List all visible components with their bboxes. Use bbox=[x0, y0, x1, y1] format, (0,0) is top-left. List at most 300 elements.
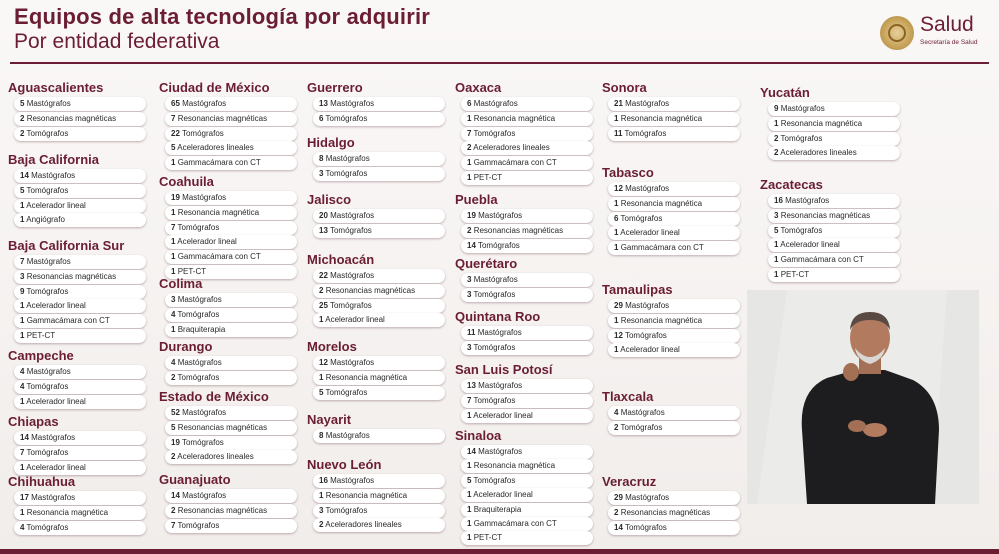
equipment-item bbox=[768, 194, 900, 208]
equipment-item bbox=[14, 184, 146, 198]
equipment-item bbox=[165, 489, 297, 503]
equipment-item bbox=[461, 288, 593, 302]
equipment-item bbox=[313, 112, 445, 126]
equipment-item bbox=[14, 299, 146, 313]
equipment-type: Tomógrafos bbox=[181, 437, 224, 447]
equipment-item bbox=[313, 224, 445, 238]
equipment-item bbox=[608, 521, 740, 535]
equipment-item bbox=[165, 406, 297, 420]
equipment-count: 2 bbox=[467, 225, 472, 235]
equipment-count: 1 bbox=[20, 200, 25, 210]
equipment-type: Aceleradores lineales bbox=[325, 520, 402, 530]
equipment-item bbox=[165, 308, 297, 322]
equipment-count: 3 bbox=[774, 210, 779, 220]
equipment-item bbox=[14, 285, 146, 299]
equipment-count: 14 bbox=[467, 240, 476, 250]
state-heading-coahuila: Coahuila bbox=[159, 174, 214, 189]
state-heading-michoacan: Michoacán bbox=[307, 252, 375, 267]
equipment-type: Resonancia magnética bbox=[325, 490, 408, 500]
equipment-type: Tomógrafos bbox=[325, 387, 368, 397]
equipment-type: Resonancia magnética bbox=[620, 113, 703, 123]
state-heading-campeche: Campeche bbox=[8, 348, 74, 363]
equipment-type: Tomógrafos bbox=[177, 520, 220, 530]
equipment-item bbox=[608, 182, 740, 196]
equipment-count: 5 bbox=[171, 143, 176, 153]
equipment-item bbox=[608, 112, 740, 126]
equipment-count: 6 bbox=[467, 99, 472, 108]
equipment-item bbox=[313, 284, 445, 298]
equipment-item bbox=[461, 394, 593, 408]
equipment-item bbox=[14, 329, 146, 343]
equipment-type: Mastógrafos bbox=[330, 211, 375, 220]
equipment-type: Resonancia magnética bbox=[473, 461, 556, 471]
equipment-count: 1 bbox=[614, 243, 619, 253]
equipment-type: Mastógrafos bbox=[477, 328, 522, 337]
equipment-type: Braquiterapia bbox=[473, 504, 522, 514]
equipment-count: 1 bbox=[20, 331, 25, 340]
equipment-type: Tomógrafos bbox=[26, 381, 69, 391]
equipment-type: Tomógrafos bbox=[26, 522, 69, 532]
national-seal-icon bbox=[880, 16, 914, 50]
equipment-count: 1 bbox=[171, 324, 176, 334]
equipment-count: 4 bbox=[20, 522, 25, 532]
equipment-item bbox=[313, 386, 445, 400]
equipment-item bbox=[461, 97, 593, 111]
equipment-count: 6 bbox=[614, 213, 619, 223]
equipment-type: Tomógrafos bbox=[477, 240, 520, 250]
equipment-count: 5 bbox=[319, 387, 324, 397]
equipment-count: 2 bbox=[171, 372, 176, 382]
equipment-item bbox=[461, 379, 593, 393]
equipment-item bbox=[165, 206, 297, 220]
equipment-count: 3 bbox=[171, 295, 176, 304]
state-heading-queretaro: Querétaro bbox=[455, 256, 518, 271]
equipment-item bbox=[165, 97, 297, 111]
equipment-item bbox=[165, 250, 297, 264]
equipment-type: Mastógrafos bbox=[182, 193, 227, 202]
equipment-item bbox=[165, 436, 297, 450]
equipment-count: 19 bbox=[171, 193, 180, 202]
equipment-item bbox=[165, 371, 297, 385]
equipment-type: Tomógrafos bbox=[780, 133, 823, 143]
equipment-item bbox=[165, 293, 297, 307]
equipment-count: 7 bbox=[20, 447, 25, 457]
equipment-count: 2 bbox=[614, 422, 619, 432]
equipment-item bbox=[165, 504, 297, 518]
equipment-type: Aceleradores lineales bbox=[473, 143, 550, 153]
equipment-type: Tomógrafos bbox=[26, 128, 69, 138]
equipment-item bbox=[461, 224, 593, 238]
equipment-count: 1 bbox=[319, 315, 324, 325]
equipment-type: Tomógrafos bbox=[325, 168, 368, 178]
state-heading-puebla: Puebla bbox=[455, 192, 498, 207]
equipment-type: Resonancia magnética bbox=[473, 113, 556, 123]
equipment-type: Braquiterapia bbox=[177, 324, 226, 334]
equipment-type: Gammacámara con CT bbox=[473, 158, 557, 168]
equipment-count: 1 bbox=[20, 301, 25, 311]
state-heading-estado-de-mexico: Estado de México bbox=[159, 389, 269, 404]
equipment-type: Tomógrafos bbox=[181, 128, 224, 138]
state-heading-tlaxcala: Tlaxcala bbox=[602, 389, 654, 404]
equipment-type: Mastógrafos bbox=[330, 271, 375, 280]
slide-subtitle: Por entidad federativa bbox=[14, 30, 220, 53]
equipment-item bbox=[14, 112, 146, 126]
equipment-type: Acelerador lineal bbox=[780, 240, 840, 250]
state-heading-guerrero: Guerrero bbox=[307, 80, 363, 95]
equipment-type: Acelerador lineal bbox=[26, 200, 86, 210]
equipment-count: 2 bbox=[614, 507, 619, 517]
equipment-count: 7 bbox=[171, 520, 176, 530]
state-heading-tamaulipas: Tamaulipas bbox=[602, 282, 673, 297]
equipment-count: 1 bbox=[614, 228, 619, 238]
state-heading-colima: Colima bbox=[159, 276, 203, 291]
equipment-type: Resonancias magnéticas bbox=[780, 210, 871, 220]
equipment-type: Mastógrafos bbox=[780, 104, 825, 113]
equipment-count: 2 bbox=[467, 143, 472, 153]
state-heading-jalisco: Jalisco bbox=[307, 192, 352, 207]
equipment-type: Resonancias magnéticas bbox=[26, 271, 117, 281]
state-heading-sinaloa: Sinaloa bbox=[455, 428, 502, 443]
equipment-type: Tomógrafos bbox=[473, 128, 516, 138]
equipment-count: 52 bbox=[171, 408, 180, 417]
equipment-item bbox=[313, 167, 445, 181]
equipment-count: 13 bbox=[319, 99, 328, 108]
equipment-count: 12 bbox=[614, 330, 623, 340]
equipment-item bbox=[608, 299, 740, 313]
equipment-type: Resonancia magnética bbox=[325, 372, 408, 382]
equipment-item bbox=[14, 491, 146, 505]
equipment-type: Aceleradores lineales bbox=[177, 143, 254, 153]
equipment-item bbox=[608, 241, 740, 255]
equipment-count: 1 bbox=[774, 240, 779, 250]
equipment-item bbox=[14, 270, 146, 284]
equipment-item bbox=[165, 356, 297, 370]
equipment-count: 7 bbox=[171, 113, 176, 123]
equipment-count: 1 bbox=[614, 315, 619, 325]
equipment-type: Tomógrafos bbox=[473, 289, 516, 299]
equipment-type: Tomógrafos bbox=[329, 300, 372, 310]
equipment-type: Resonancia magnética bbox=[620, 198, 703, 208]
state-heading-baja-california: Baja California bbox=[8, 152, 100, 167]
equipment-count: 5 bbox=[171, 422, 176, 432]
equipment-count: 4 bbox=[20, 381, 25, 391]
equipment-item bbox=[165, 127, 297, 141]
equipment-count: 16 bbox=[319, 476, 328, 485]
equipment-count: 29 bbox=[614, 493, 623, 502]
equipment-count: 3 bbox=[319, 505, 324, 515]
equipment-count: 4 bbox=[20, 367, 25, 376]
equipment-count: 1 bbox=[614, 113, 619, 123]
state-heading-veracruz: Veracruz bbox=[602, 474, 657, 489]
equipment-type: Resonancia magnética bbox=[177, 207, 260, 217]
sign-language-interpreter-video bbox=[747, 290, 979, 504]
equipment-count: 1 bbox=[20, 215, 25, 225]
equipment-count: 2 bbox=[171, 505, 176, 515]
equipment-type: Resonancias magnéticas bbox=[177, 505, 268, 515]
equipment-count: 7 bbox=[171, 222, 176, 232]
equipment-count: 5 bbox=[20, 99, 25, 108]
equipment-count: 2 bbox=[319, 520, 324, 530]
state-heading-aguascalientes: Aguascalientes bbox=[8, 80, 104, 95]
equipment-count: 11 bbox=[467, 328, 476, 337]
equipment-item bbox=[14, 199, 146, 213]
equipment-count: 13 bbox=[319, 225, 328, 235]
equipment-count: 8 bbox=[319, 431, 324, 440]
equipment-type: Mastógrafos bbox=[31, 171, 76, 180]
equipment-type: Mastógrafos bbox=[177, 358, 222, 367]
equipment-count: 3 bbox=[467, 342, 472, 352]
equipment-count: 13 bbox=[467, 381, 476, 390]
equipment-item bbox=[14, 255, 146, 269]
equipment-item bbox=[461, 341, 593, 355]
equipment-count: 12 bbox=[319, 358, 328, 367]
equipment-type: Tomógrafos bbox=[325, 505, 368, 515]
equipment-item bbox=[608, 197, 740, 211]
brand-subtitle: Secretaría de Salud bbox=[920, 39, 978, 46]
equipment-item bbox=[608, 212, 740, 226]
equipment-count: 1 bbox=[467, 113, 472, 123]
equipment-type: Mastógrafos bbox=[330, 99, 375, 108]
equipment-count: 12 bbox=[614, 184, 623, 193]
equipment-count: 14 bbox=[467, 447, 476, 456]
equipment-count: 17 bbox=[20, 493, 29, 502]
equipment-item bbox=[461, 474, 593, 488]
equipment-item bbox=[461, 156, 593, 170]
equipment-type: Acelerador lineal bbox=[473, 490, 533, 500]
equipment-type: Mastógrafos bbox=[182, 491, 227, 500]
equipment-type: Tomógrafos bbox=[620, 213, 663, 223]
equipment-type: Tomógrafos bbox=[26, 447, 69, 457]
equipment-count: 1 bbox=[467, 533, 472, 543]
equipment-item bbox=[313, 97, 445, 111]
equipment-count: 7 bbox=[467, 128, 472, 138]
equipment-item bbox=[461, 141, 593, 155]
equipment-item bbox=[313, 429, 445, 443]
equipment-item bbox=[165, 221, 297, 235]
equipment-item bbox=[768, 117, 900, 131]
equipment-item bbox=[768, 146, 900, 160]
footer-bar bbox=[0, 549, 999, 554]
equipment-item bbox=[768, 268, 900, 282]
equipment-count: 1 bbox=[774, 270, 779, 279]
equipment-type: PET-CT bbox=[780, 270, 810, 279]
equipment-item bbox=[165, 191, 297, 205]
equipment-item bbox=[461, 326, 593, 340]
equipment-type: Mastógrafos bbox=[325, 154, 370, 163]
equipment-item bbox=[608, 314, 740, 328]
equipment-count: 14 bbox=[614, 522, 623, 532]
equipment-item bbox=[313, 518, 445, 532]
equipment-type: Acelerador lineal bbox=[473, 410, 533, 420]
equipment-type: Acelerador lineal bbox=[325, 315, 385, 325]
equipment-type: Acelerador lineal bbox=[26, 301, 86, 311]
equipment-type: Resonancias magnéticas bbox=[473, 225, 564, 235]
equipment-count: 2 bbox=[774, 133, 779, 143]
equipment-type: Mastógrafos bbox=[31, 493, 76, 502]
equipment-item bbox=[313, 269, 445, 283]
brand-name: Salud bbox=[920, 13, 974, 36]
equipment-item bbox=[461, 409, 593, 423]
equipment-type: Tomógrafos bbox=[177, 309, 220, 319]
equipment-item bbox=[14, 380, 146, 394]
equipment-item bbox=[313, 209, 445, 223]
equipment-type: Resonancias magnéticas bbox=[325, 285, 416, 295]
equipment-type: Mastógrafos bbox=[330, 476, 375, 485]
state-heading-ciudad-de-mexico: Ciudad de México bbox=[159, 80, 270, 95]
equipment-count: 1 bbox=[171, 207, 176, 217]
equipment-item bbox=[14, 431, 146, 445]
equipment-count: 1 bbox=[467, 173, 472, 182]
equipment-type: Resonancias magnéticas bbox=[177, 113, 268, 123]
equipment-item bbox=[608, 226, 740, 240]
equipment-item bbox=[14, 461, 146, 475]
equipment-item bbox=[165, 112, 297, 126]
state-heading-sonora: Sonora bbox=[602, 80, 647, 95]
state-heading-baja-california-sur: Baja California Sur bbox=[8, 238, 125, 253]
equipment-count: 2 bbox=[774, 148, 779, 158]
equipment-item bbox=[165, 235, 297, 249]
equipment-type: Mastógrafos bbox=[478, 211, 523, 220]
state-heading-chihuahua: Chihuahua bbox=[8, 474, 76, 489]
equipment-item bbox=[14, 365, 146, 379]
slide-title: Equipos de alta tecnología por adquirir bbox=[14, 4, 431, 29]
equipment-item bbox=[165, 421, 297, 435]
equipment-count: 65 bbox=[171, 99, 180, 108]
equipment-item bbox=[313, 313, 445, 327]
equipment-type: Mastógrafos bbox=[26, 257, 71, 266]
equipment-item bbox=[461, 503, 593, 517]
equipment-type: Mastógrafos bbox=[182, 99, 227, 108]
equipment-count: 1 bbox=[20, 396, 25, 406]
equipment-item bbox=[313, 152, 445, 166]
equipment-count: 2 bbox=[20, 113, 25, 123]
equipment-item bbox=[313, 299, 445, 313]
equipment-type: Acelerador lineal bbox=[620, 345, 680, 355]
state-heading-chiapas: Chiapas bbox=[8, 414, 59, 429]
equipment-type: PET-CT bbox=[26, 331, 56, 340]
equipment-count: 1 bbox=[467, 410, 472, 420]
equipment-type: Mastógrafos bbox=[325, 431, 370, 440]
equipment-item bbox=[14, 506, 146, 520]
state-heading-guanajuato: Guanajuato bbox=[159, 472, 231, 487]
equipment-item bbox=[768, 102, 900, 116]
equipment-type: Tomógrafos bbox=[26, 185, 69, 195]
equipment-item bbox=[608, 421, 740, 435]
equipment-type: Mastógrafos bbox=[478, 447, 523, 456]
salud-logo bbox=[880, 14, 988, 54]
equipment-count: 1 bbox=[171, 237, 176, 247]
equipment-type: Aceleradores lineales bbox=[780, 148, 857, 158]
equipment-item bbox=[313, 504, 445, 518]
state-heading-hidalgo: Hidalgo bbox=[307, 135, 355, 150]
equipment-count: 7 bbox=[20, 257, 25, 266]
equipment-type: Gammacámara con CT bbox=[177, 252, 261, 262]
equipment-item bbox=[14, 213, 146, 227]
state-heading-nayarit: Nayarit bbox=[307, 412, 352, 427]
equipment-item bbox=[165, 156, 297, 170]
equipment-type: Mastógrafos bbox=[177, 295, 222, 304]
equipment-type: Tomógrafos bbox=[177, 222, 220, 232]
equipment-count: 2 bbox=[319, 285, 324, 295]
equipment-type: Gammacámara con CT bbox=[620, 243, 704, 253]
equipment-count: 19 bbox=[467, 211, 476, 220]
equipment-type: Acelerador lineal bbox=[26, 396, 86, 406]
equipment-type: Gammacámara con CT bbox=[26, 316, 110, 326]
equipment-type: Mastógrafos bbox=[785, 196, 830, 205]
equipment-item bbox=[461, 209, 593, 223]
equipment-type: Tomógrafos bbox=[624, 522, 667, 532]
equipment-count: 1 bbox=[467, 490, 472, 500]
equipment-item bbox=[608, 491, 740, 505]
equipment-count: 1 bbox=[171, 158, 176, 168]
equipment-count: 14 bbox=[171, 491, 180, 500]
equipment-type: Resonancias magnéticas bbox=[26, 113, 117, 123]
equipment-count: 20 bbox=[319, 211, 328, 220]
equipment-type: Mastógrafos bbox=[625, 301, 670, 310]
equipment-type: Resonancia magnética bbox=[26, 507, 109, 517]
equipment-item bbox=[608, 329, 740, 343]
state-heading-nuevo-leon: Nuevo León bbox=[307, 457, 382, 472]
equipment-count: 11 bbox=[614, 128, 623, 138]
equipment-item bbox=[14, 446, 146, 460]
equipment-count: 3 bbox=[467, 275, 472, 284]
equipment-count: 9 bbox=[20, 286, 25, 296]
equipment-count: 1 bbox=[20, 462, 25, 472]
equipment-type: Mastógrafos bbox=[620, 408, 665, 417]
equipment-item bbox=[461, 127, 593, 141]
equipment-item bbox=[461, 488, 593, 502]
equipment-count: 6 bbox=[319, 113, 324, 123]
equipment-type: Mastógrafos bbox=[625, 493, 670, 502]
state-heading-tabasco: Tabasco bbox=[602, 165, 654, 180]
equipment-item bbox=[14, 314, 146, 328]
equipment-type: Mastógrafos bbox=[625, 99, 670, 108]
equipment-item bbox=[14, 169, 146, 183]
equipment-count: 1 bbox=[467, 519, 472, 528]
equipment-item bbox=[768, 224, 900, 238]
equipment-type: Acelerador lineal bbox=[26, 462, 86, 472]
equipment-count: 22 bbox=[171, 128, 180, 138]
equipment-type: Tomógrafos bbox=[624, 128, 667, 138]
equipment-count: 1 bbox=[319, 372, 324, 382]
equipment-item bbox=[313, 489, 445, 503]
equipment-item bbox=[461, 171, 593, 185]
equipment-item bbox=[608, 343, 740, 357]
equipment-count: 4 bbox=[171, 309, 176, 319]
equipment-count: 1 bbox=[319, 490, 324, 500]
equipment-type: Resonancias magnéticas bbox=[177, 422, 268, 432]
state-heading-yucatan: Yucatán bbox=[760, 85, 810, 100]
equipment-count: 8 bbox=[319, 154, 324, 163]
equipment-type: Tomógrafos bbox=[26, 286, 69, 296]
equipment-item bbox=[313, 474, 445, 488]
equipment-count: 1 bbox=[614, 345, 619, 355]
interpreter-figure bbox=[747, 290, 979, 504]
equipment-type: Mastógrafos bbox=[625, 184, 670, 193]
equipment-type: Gammacámara con CT bbox=[780, 255, 864, 265]
equipment-type: Mastógrafos bbox=[330, 358, 375, 367]
equipment-count: 21 bbox=[614, 99, 623, 108]
equipment-count: 1 bbox=[774, 118, 779, 128]
equipment-count: 1 bbox=[467, 461, 472, 471]
state-heading-morelos: Morelos bbox=[307, 339, 357, 354]
equipment-type: Mastógrafos bbox=[26, 99, 71, 108]
equipment-item bbox=[14, 521, 146, 535]
equipment-count: 5 bbox=[774, 225, 779, 235]
equipment-item bbox=[14, 395, 146, 409]
equipment-item bbox=[165, 323, 297, 337]
equipment-type: Tomógrafos bbox=[624, 330, 667, 340]
